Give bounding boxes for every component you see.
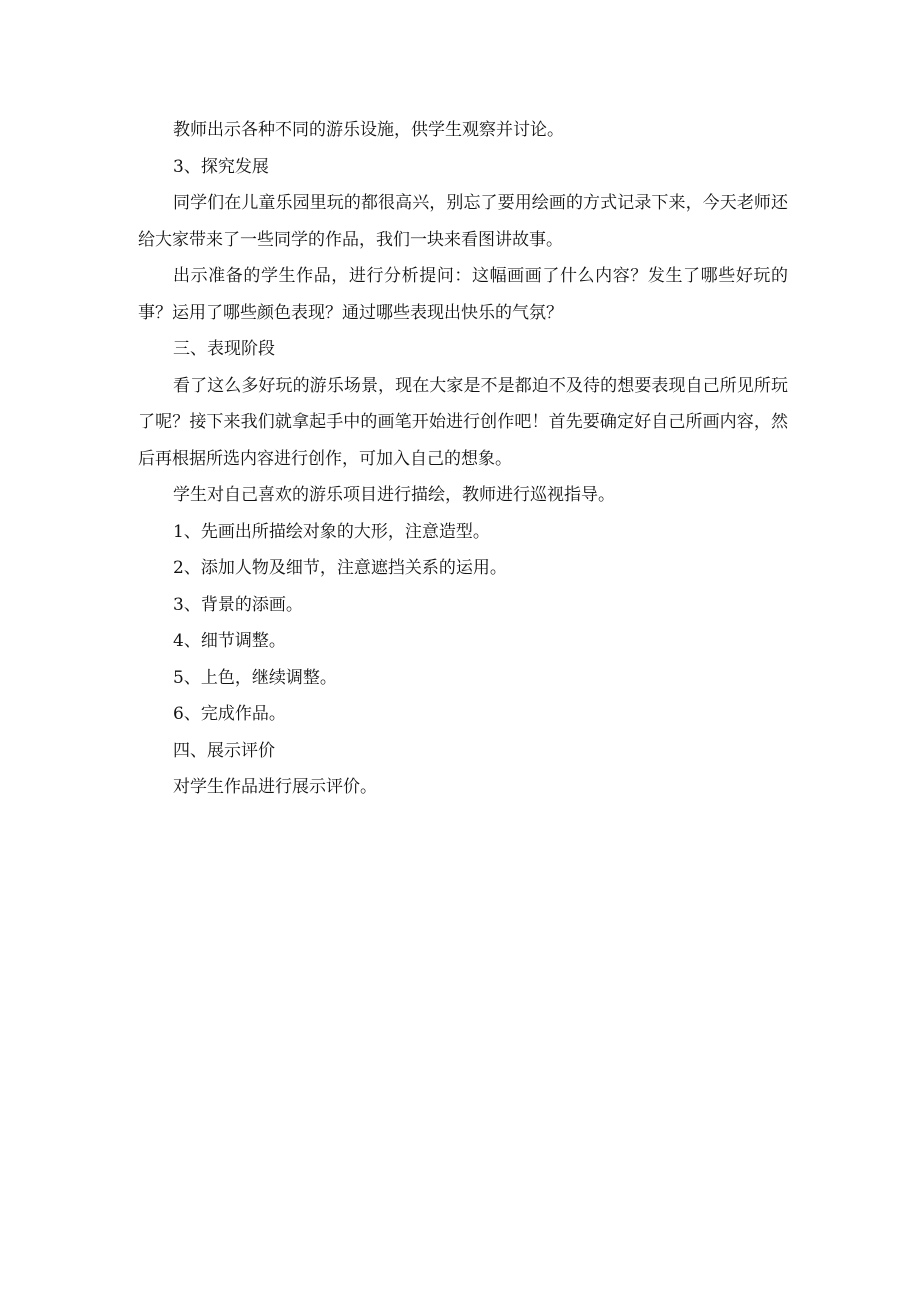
paragraph-questions: 出示准备的学生作品，进行分析提问：这幅画画了什么内容？发生了哪些好玩的事？运用了哪些颜色表现？通过哪些表现出快乐的气氛？ xyxy=(138,266,788,323)
step-item: 5、上色，继续调整。 xyxy=(173,667,337,688)
paragraph-explore: 同学们在儿童乐园里玩的都很高兴，别忘了要用绘画的方式记录下来，今天老师还给大家带来了一些同学的作品，我们一块来看图讲故事。 xyxy=(138,193,788,250)
paragraph-intro: 教师出示各种不同的游乐设施，供学生观察并讨论。 xyxy=(173,120,564,140)
step-item: 2、添加人物及细节，注意遮挡关系的运用。 xyxy=(173,558,507,578)
section-heading-expression: 三、表现阶段 xyxy=(173,339,275,359)
paragraph-evaluation: 对学生作品进行展示评价。 xyxy=(173,777,377,797)
section-heading-evaluation: 四、展示评价 xyxy=(173,740,275,761)
paragraph-student-drawing: 学生对自己喜欢的游乐项目进行描绘，教师进行巡视指导。 xyxy=(173,485,615,505)
paragraph-expression: 看了这么多好玩的游乐场景，现在大家是不是都迫不及待的想要表现自己所见所玩了呢？接下来我们就拿起手中的画笔开始进行创作吧！首先要确定好自己所画内容，然后再根据所选内容进行创作，可加入自己的想象。 xyxy=(138,375,788,469)
step-item: 6、完成作品。 xyxy=(173,704,286,724)
step-item: 1、先画出所描绘对象的大形，注意造型。 xyxy=(173,521,490,542)
step-item: 4、细节调整。 xyxy=(173,631,286,651)
section-heading-explore: 3、探究发展 xyxy=(173,156,269,177)
document-body xyxy=(138,112,788,806)
step-item: 3、背景的添画。 xyxy=(173,594,303,615)
